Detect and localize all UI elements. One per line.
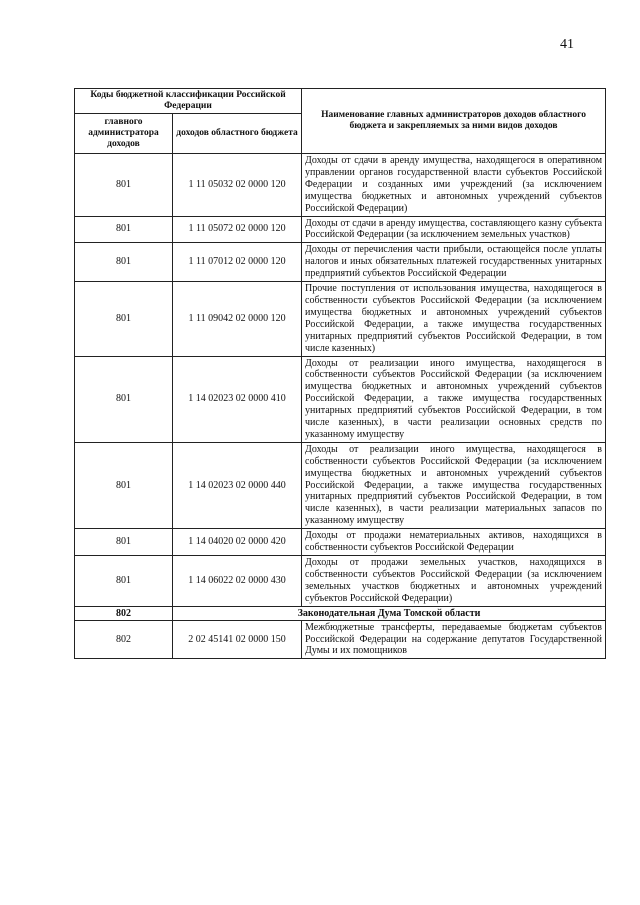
revenue-name-cell: Доходы от сдачи в аренду имущества, находящегося в оперативном управлении органов государственной власти субъектов Российской Федерации и созданных ими учреждений (за исключением имущества бюджетных и автономных учреждений субъектов Российской Федерации) — [302, 154, 606, 217]
header-budget-codes: Коды бюджетной классификации Российской Федерации — [75, 89, 302, 114]
table-row — [75, 282, 606, 356]
group-admin-code: 802 — [75, 606, 173, 620]
table-row — [75, 620, 606, 659]
revenue-code-cell: 1 14 02023 02 0000 440 — [173, 442, 302, 528]
revenue-name-cell: Доходы от продажи нематериальных активов, находящихся в собственности субъектов Российской Федерации — [302, 529, 606, 556]
revenue-code-cell: 2 02 45141 02 0000 150 — [173, 620, 302, 659]
admin-code-cell: 801 — [75, 216, 173, 243]
header-revenue-code: доходов областного бюджета — [173, 114, 302, 154]
table-row — [75, 216, 606, 243]
revenue-name-cell: Доходы от реализации иного имущества, находящегося в собственности субъектов Российской Федерации (за исключением имущества бюджетных и автономных учреждений субъектов Российской Федерации, а также имущества государственных унитарных предприятий субъектов Российской Федерации, в том числе казенных), в части реализации материальных запасов по указанному имуществу — [302, 442, 606, 528]
admin-code-cell: 801 — [75, 282, 173, 356]
table-row — [75, 154, 606, 217]
admin-code-cell: 801 — [75, 556, 173, 607]
table-group-row — [75, 606, 606, 620]
admin-code-cell: 801 — [75, 243, 173, 282]
table-row — [75, 243, 606, 282]
table-row — [75, 556, 606, 607]
admin-code-cell: 801 — [75, 529, 173, 556]
revenue-code-cell: 1 11 05032 02 0000 120 — [173, 154, 302, 217]
revenue-name-cell: Доходы от сдачи в аренду имущества, составляющего казну субъекта Российской Федерации (за исключением земельных участков) — [302, 216, 606, 243]
revenue-name-cell: Доходы от продажи земельных участков, находящихся в собственности субъектов Российской Федерации (за исключением земельных участков бюджетных и автономных учреждений субъектов Российской Федерации) — [302, 556, 606, 607]
table-row — [75, 356, 606, 442]
group-administrator-name: Законодательная Дума Томской области — [173, 606, 606, 620]
admin-code-cell: 801 — [75, 154, 173, 217]
table-row — [75, 442, 606, 528]
budget-classification-table — [74, 88, 606, 659]
page-number: 41 — [560, 37, 574, 52]
revenue-code-cell: 1 14 04020 02 0000 420 — [173, 529, 302, 556]
header-administrator-name: Наименование главных администраторов доходов областного бюджета и закрепляемых за ними видов доходов — [302, 89, 606, 154]
admin-code-cell: 801 — [75, 442, 173, 528]
revenue-name-cell: Доходы от реализации иного имущества, находящегося в собственности субъектов Российской Федерации (за исключением имущества бюджетных и автономных учреждений субъектов Российской Федерации, а также имущества государственных унитарных предприятий субъектов Российской Федерации, в том числе казенных), в части реализации основных средств по указанному имуществу — [302, 356, 606, 442]
revenue-name-cell: Прочие поступления от использования имущества, находящегося в собственности субъектов Российской Федерации (за исключением имущества бюджетных и автономных учреждений субъектов Российской Федерации, а также имущества государственных унитарных предприятий субъектов Российской Федерации, в том числе казенных) — [302, 282, 606, 356]
header-admin-code: главного администратора доходов — [75, 114, 173, 154]
revenue-code-cell: 1 14 06022 02 0000 430 — [173, 556, 302, 607]
revenue-code-cell: 1 11 07012 02 0000 120 — [173, 243, 302, 282]
revenue-name-cell: Межбюджетные трансферты, передаваемые бюджетам субъектов Российской Федерации на содержание депутатов Государственной Думы и их помощников — [302, 620, 606, 659]
revenue-code-cell: 1 11 09042 02 0000 120 — [173, 282, 302, 356]
revenue-code-cell: 1 14 02023 02 0000 410 — [173, 356, 302, 442]
table-body — [75, 154, 606, 659]
admin-code-cell: 802 — [75, 620, 173, 659]
revenue-code-cell: 1 11 05072 02 0000 120 — [173, 216, 302, 243]
admin-code-cell: 801 — [75, 356, 173, 442]
revenue-name-cell: Доходы от перечисления части прибыли, остающейся после уплаты налогов и иных обязательных платежей государственных унитарных предприятий субъектов Российской Федерации — [302, 243, 606, 282]
table-row — [75, 529, 606, 556]
